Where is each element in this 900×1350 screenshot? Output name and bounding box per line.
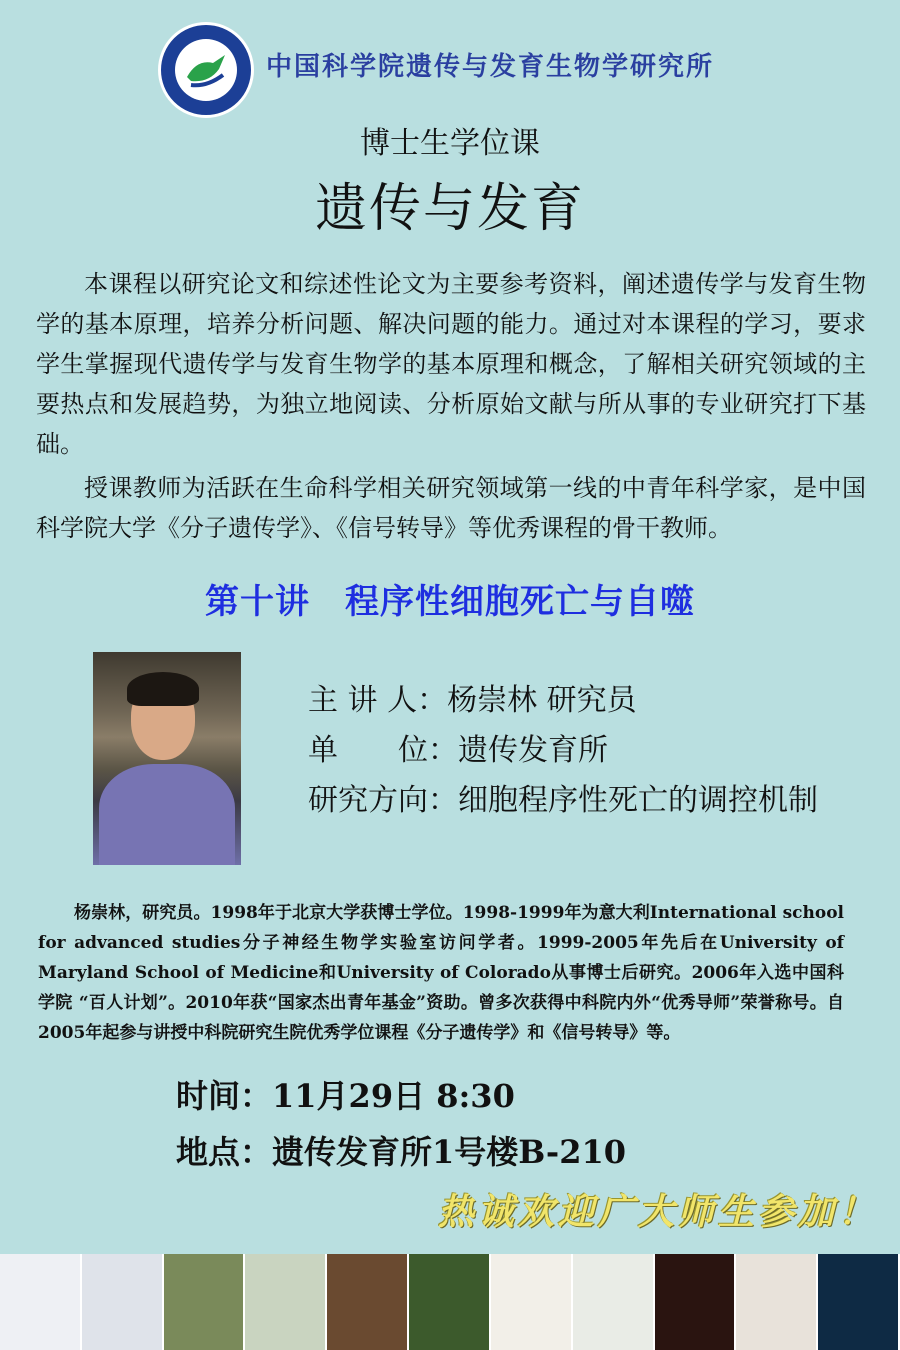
research-row bbox=[308, 776, 818, 826]
course-type: 博士生学位课 bbox=[360, 126, 540, 161]
intro-paragraph: 授课教师为活跃在生命科学相关研究领域第一线的中青年科学家，是中国科学院大学《分子遗传学》、《信号转导》等优秀课程的骨干教师。 bbox=[36, 474, 866, 542]
lecture-title: 第十讲 程序性细胞死亡与自噬 bbox=[205, 582, 695, 622]
fruit-fly-image bbox=[736, 1254, 818, 1350]
speaker-label: 主 讲 人： bbox=[308, 683, 448, 718]
speaker-row bbox=[308, 676, 818, 726]
welcome-message: 热诚欢迎广大师生参加！ bbox=[437, 1191, 878, 1233]
research-value: 细胞程序性死亡的调控机制 bbox=[458, 783, 818, 818]
gene-network-image bbox=[573, 1254, 655, 1350]
logo-bird-icon bbox=[161, 25, 251, 115]
institute-name: 中国科学院遗传与发育生物学研究所 bbox=[266, 52, 715, 82]
research-image-strip bbox=[0, 1254, 900, 1350]
photo-shirt bbox=[99, 764, 235, 865]
course-title: 遗传与发育 bbox=[314, 179, 585, 239]
unit-label: 单 位： bbox=[308, 733, 458, 768]
course-introduction bbox=[36, 264, 866, 552]
rice-plants-image bbox=[245, 1254, 327, 1350]
speaker-info bbox=[308, 676, 818, 826]
fluorescence-cells-image bbox=[655, 1254, 737, 1350]
time-label: 时间： bbox=[176, 1077, 273, 1115]
corn-cobs-image bbox=[327, 1254, 409, 1350]
place-label: 地点： bbox=[176, 1133, 273, 1171]
speaker-photo bbox=[93, 652, 241, 865]
genome-map-image bbox=[82, 1254, 164, 1350]
photo-hair bbox=[127, 672, 199, 706]
unit-row bbox=[308, 726, 818, 776]
microscopy-grid-image bbox=[818, 1254, 900, 1350]
speaker-bio bbox=[38, 898, 844, 1048]
place-value: 遗传发育所1号楼B-210 bbox=[272, 1133, 627, 1171]
signaling-diagram-image bbox=[0, 1254, 82, 1350]
institute-seal-logo bbox=[158, 22, 254, 118]
venn-diagram-image bbox=[491, 1254, 573, 1350]
event-place bbox=[176, 1124, 626, 1180]
time-value: 11月29日 8:30 bbox=[272, 1077, 515, 1115]
intro-paragraph: 本课程以研究论文和综述性论文为主要参考资料，阐述遗传学与发育生物学的基本原理，培养分析问题、解决问题的能力。通过对本课程的学习，要求学生掌握现代遗传学与发育生物学的基本原理和概念，了解相关研究领域的主要热点和发展趋势，为独立地阅读、分析原始文献与所从事的专业研究打下基础。 bbox=[36, 270, 866, 458]
unit-value: 遗传发育所 bbox=[458, 733, 608, 768]
speaker-value: 杨崇林 研究员 bbox=[447, 683, 637, 718]
green-leaves-image bbox=[409, 1254, 491, 1350]
event-details bbox=[176, 1068, 626, 1180]
bio-text: 杨崇林，研究员。1998年于北京大学获博士学位。1998-1999年为意大利International school for advanced studies分子神经生物学实验室访问学者。1999-2005年先后在University of Maryland School of Medicine和University of Colorado从事博士后研究。2006年入选中国科学院 “百人计划”。2010年获“国家杰出青年基金”资助。曾多次获得中科院内外“优秀导师”荣誉称号。自2005年起参与讲授中科院研究生院优秀学位课程《分子遗传学》和《信号转导》等。 bbox=[38, 903, 844, 1043]
event-time bbox=[176, 1068, 626, 1124]
wheat-field-image bbox=[164, 1254, 246, 1350]
institute-header bbox=[158, 22, 758, 117]
research-label: 研究方向： bbox=[308, 783, 458, 818]
